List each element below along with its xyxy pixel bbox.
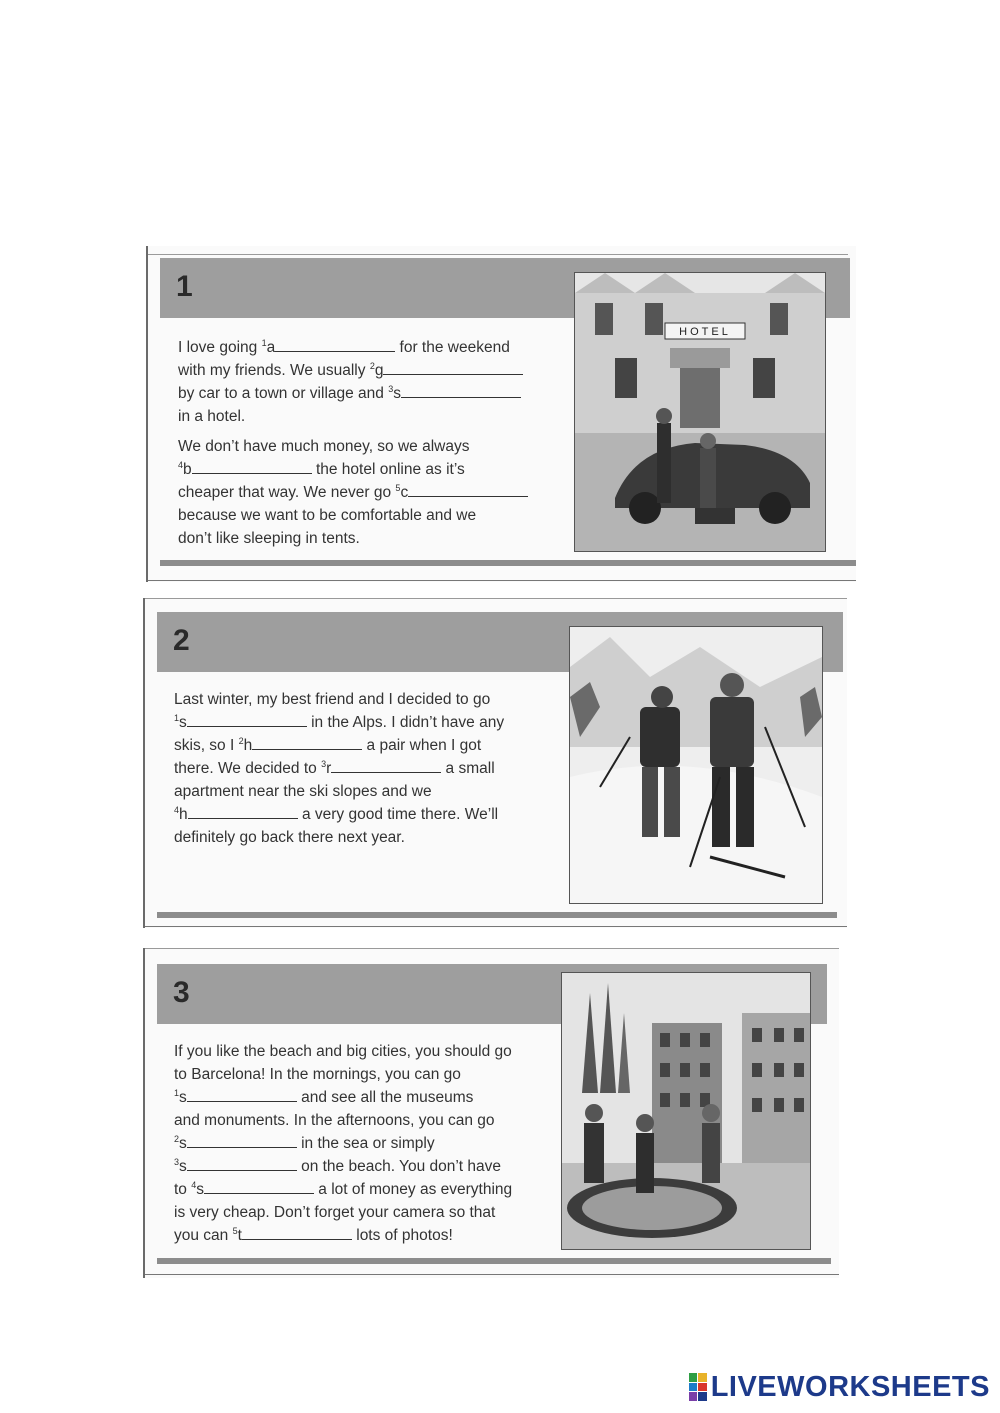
line-text: cheaper that way. We never go <box>178 484 396 501</box>
gap-first-letter: a <box>266 339 276 356</box>
exercise-card-1 <box>146 246 856 582</box>
text-line <box>174 757 566 780</box>
text-line <box>174 1132 566 1155</box>
gap-number: 5 <box>395 483 401 493</box>
answer-blank[interactable] <box>187 1156 297 1171</box>
gap-first-letter: s <box>196 1181 204 1198</box>
gap-number: 3 <box>321 759 327 769</box>
card-bottom-bar <box>157 1258 831 1264</box>
card-bottom-rule <box>145 926 847 927</box>
answer-blank[interactable] <box>192 459 312 474</box>
card-bottom-bar <box>157 912 837 918</box>
text-line <box>178 435 568 458</box>
line-text: If you like the beach and big cities, you should go <box>174 1043 512 1060</box>
line-text: to <box>174 1181 192 1198</box>
gap-number: 5 <box>232 1226 238 1236</box>
ski-illustration <box>569 626 823 904</box>
answer-blank[interactable] <box>408 482 528 497</box>
gap-first-letter: h <box>179 806 188 823</box>
answer-blank[interactable] <box>188 804 298 819</box>
line-text: because we want to be comfortable and we <box>178 507 477 524</box>
card-bottom-rule <box>145 1274 839 1275</box>
line-text: in the sea or simply <box>296 1135 435 1152</box>
text-line <box>174 1040 566 1063</box>
gap-number: 2 <box>174 1134 180 1144</box>
text-line <box>174 1178 566 1201</box>
card-number: 1 <box>176 270 193 303</box>
line-text: with my friends. We usually <box>178 362 370 379</box>
logo-brand-text: LIVEWORKSHEETS <box>710 1370 990 1403</box>
line-text: definitely go back there next year. <box>174 829 405 846</box>
text-line <box>174 711 566 734</box>
gap-number: 4 <box>174 805 180 815</box>
text-line <box>178 382 568 405</box>
answer-blank[interactable] <box>204 1179 314 1194</box>
card-bottom-rule <box>148 580 856 581</box>
line-text: a pair when I got <box>362 737 482 754</box>
gap-first-letter: g <box>374 362 384 379</box>
gap-first-letter: s <box>179 714 187 731</box>
gap-first-letter: c <box>400 484 409 501</box>
text-line <box>174 780 566 803</box>
line-text: apartment near the ski slopes and we <box>174 783 432 800</box>
card-bottom-bar <box>160 560 856 566</box>
gap-number: 1 <box>174 1088 180 1098</box>
text-line <box>178 504 568 527</box>
line-text: in a hotel. <box>178 408 246 425</box>
line-text: the hotel online as it’s <box>311 461 465 478</box>
card-top-rule <box>145 598 847 599</box>
exercise-card-2 <box>143 598 847 928</box>
text-line <box>178 458 568 481</box>
line-text: in the Alps. I didn’t have any <box>306 714 505 731</box>
gap-first-letter: h <box>243 737 253 754</box>
paragraph <box>178 435 568 550</box>
line-text: We don’t have much money, so we always <box>178 438 470 455</box>
answer-blank[interactable] <box>252 735 362 750</box>
line-text: on the beach. You don’t have <box>296 1158 502 1175</box>
line-text: a very good time there. We’ll <box>297 806 499 823</box>
text-line <box>178 359 568 382</box>
gap-first-letter: r <box>326 760 332 777</box>
gap-number: 3 <box>388 384 394 394</box>
line-text: and see all the museums <box>296 1089 474 1106</box>
gap-first-letter: s <box>393 385 401 402</box>
hotel-sign: HOTEL <box>679 326 731 338</box>
line-text: Last winter, my best friend and I decided to go <box>174 691 491 708</box>
paragraph <box>174 1040 566 1247</box>
line-text: you can <box>174 1227 233 1244</box>
card-number: 3 <box>173 976 190 1009</box>
answer-blank[interactable] <box>187 712 307 727</box>
line-text: don’t like sleeping in tents. <box>178 530 360 547</box>
line-text: skis, so I <box>174 737 239 754</box>
paragraph <box>174 688 566 849</box>
paragraph <box>178 336 568 428</box>
gap-first-letter: s <box>179 1158 187 1175</box>
text-line <box>174 734 566 757</box>
answer-blank[interactable] <box>401 383 521 398</box>
card-number: 2 <box>173 624 190 657</box>
text-line <box>178 481 568 504</box>
gap-number: 4 <box>191 1180 197 1190</box>
line-text: a small <box>441 760 495 777</box>
card-text <box>178 336 568 557</box>
card-top-rule <box>148 254 848 255</box>
card-text <box>174 1040 566 1254</box>
line-text: and monuments. In the afternoons, you can go <box>174 1112 495 1129</box>
text-line <box>174 826 566 849</box>
exercise-card-3 <box>143 948 839 1278</box>
answer-blank[interactable] <box>187 1087 297 1102</box>
barcelona-illustration <box>561 972 811 1250</box>
text-line <box>174 803 566 826</box>
text-line <box>178 405 568 428</box>
logo-mark-icon <box>689 1373 707 1401</box>
text-line <box>178 336 568 359</box>
gap-number: 3 <box>174 1157 180 1167</box>
text-line <box>174 1201 566 1224</box>
line-text: I love going <box>178 339 262 356</box>
line-text: by car to a town or village and <box>178 385 389 402</box>
gap-number: 2 <box>238 736 244 746</box>
text-line <box>178 527 568 550</box>
gap-number: 2 <box>369 361 375 371</box>
line-text: is very cheap. Don’t forget your camera so that <box>174 1204 496 1221</box>
card-text <box>174 688 566 856</box>
answer-blank[interactable] <box>275 337 395 352</box>
line-text: there. We decided to <box>174 760 322 777</box>
card-top-rule <box>145 948 839 949</box>
line-text: for the weekend <box>395 339 510 356</box>
text-line <box>174 1109 566 1132</box>
line-text: to Barcelona! In the mornings, you can go <box>174 1066 461 1083</box>
text-line <box>174 1086 566 1109</box>
hotel-illustration <box>574 272 826 552</box>
answer-blank[interactable] <box>187 1133 297 1148</box>
gap-number: 1 <box>174 713 180 723</box>
gap-first-letter: t <box>237 1227 242 1244</box>
gap-first-letter: b <box>183 461 192 478</box>
answer-blank[interactable] <box>242 1225 352 1240</box>
text-line <box>174 1063 566 1086</box>
text-line <box>174 1155 566 1178</box>
gap-number: 4 <box>178 460 184 470</box>
liveworksheets-logo <box>689 1371 990 1403</box>
answer-blank[interactable] <box>331 758 441 773</box>
gap-number: 1 <box>261 338 267 348</box>
text-line <box>174 1224 566 1247</box>
gap-first-letter: s <box>179 1089 187 1106</box>
line-text: a lot of money as everything <box>314 1181 513 1198</box>
text-line <box>174 688 566 711</box>
gap-first-letter: s <box>179 1135 187 1152</box>
answer-blank[interactable] <box>383 360 523 375</box>
line-text: lots of photos! <box>351 1227 453 1244</box>
